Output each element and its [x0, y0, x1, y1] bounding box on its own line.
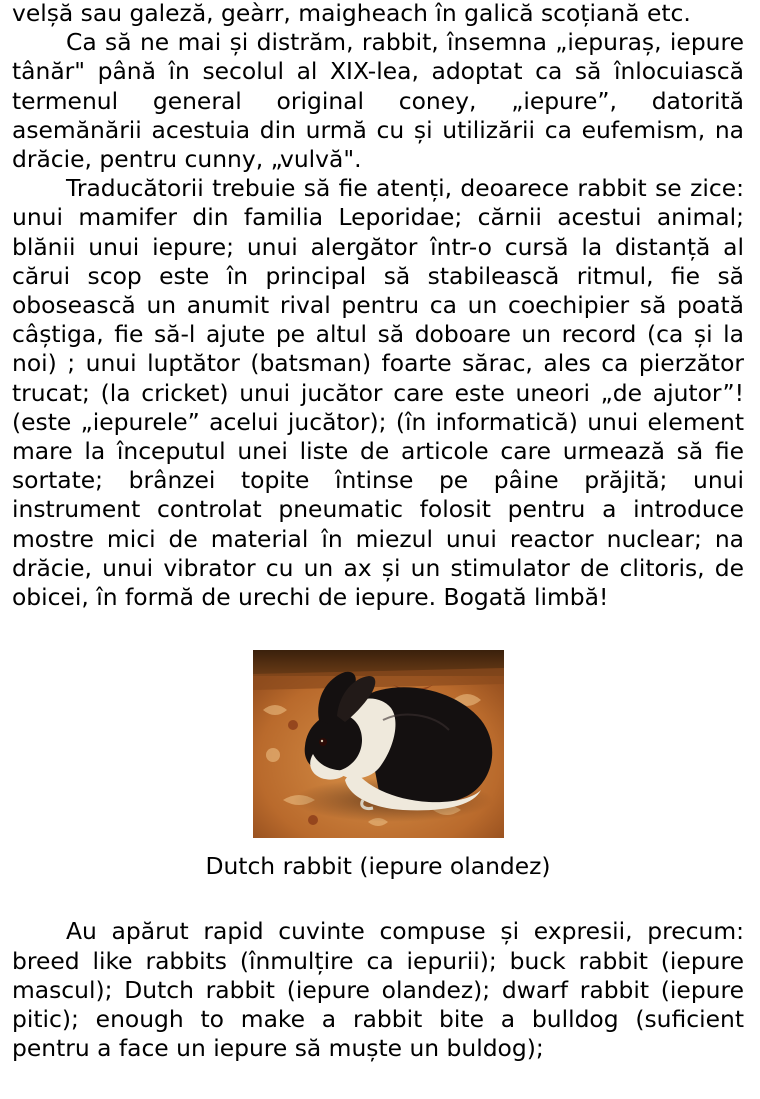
figure — [12, 650, 744, 881]
figure-caption: Dutch rabbit (iepure olandez) — [205, 852, 551, 881]
document-page — [12, 0, 744, 1063]
paragraph-compound-words: Au apărut rapid cuvinte compuse și expresii, precum: breed like rabbits (înmulțire ca iepurii); buck rabbit (iepure mascul); Dutch rabbit (iepure olandez); dwarf rabbit (iepure pitic); enough to make a rabbit bite a bulldog (suficient pentru a face un iepure să muște un buldog); — [12, 917, 744, 1063]
dutch-rabbit-photo — [253, 650, 504, 838]
paragraph-rabbit-etymology: Ca să ne mai și distrăm, rabbit, însemna „iepuraș, iepure tânăr" până în secolul al XIX-lea, adoptat ca să înlocuiască termenul general original coney, „iepure”, datorită asemănării acestuia din urmă cu și utilizării ca eufemism, na drăcie, pentru cunny, „vulvă". — [12, 28, 744, 174]
paragraph-translators: Traducătorii trebuie să fie atenți, deoarece rabbit se zice: unui mamifer din familia Leporidae; cărnii acestui animal; blănii unui iepure; unui alergător într-o cursă la distanță al cărui scop este în principal să stabilească ritmul, fie să obosească un anumit rival pentru ca un coechipier să poată câștiga, fie să-l ajute pe altul să doboare un record (ca și la noi) ; unui luptător (batsman) foarte sărac, ales ca pierzător trucat; (la cricket) unui jucător care este uneori „de ajutor”! (este „iepurele” acelui jucător); (în informatică) unui element mare la începutul unei liste de articole care urmează să fie sortate; brânzei topite întinse pe pâine prăjită; unui instrument controlat pneumatic folosit pentru a introduce mostre mici de material în miezul unui reactor nuclear; na drăcie, unui vibrator cu un ax și un stimulator de clitoris, de obicei, în formă de urechi de iepure. Bogată limbă! — [12, 174, 744, 612]
paragraph-fragment: velșă sau galeză, geàrr, maigheach în galică scoțiană etc. — [12, 0, 691, 27]
